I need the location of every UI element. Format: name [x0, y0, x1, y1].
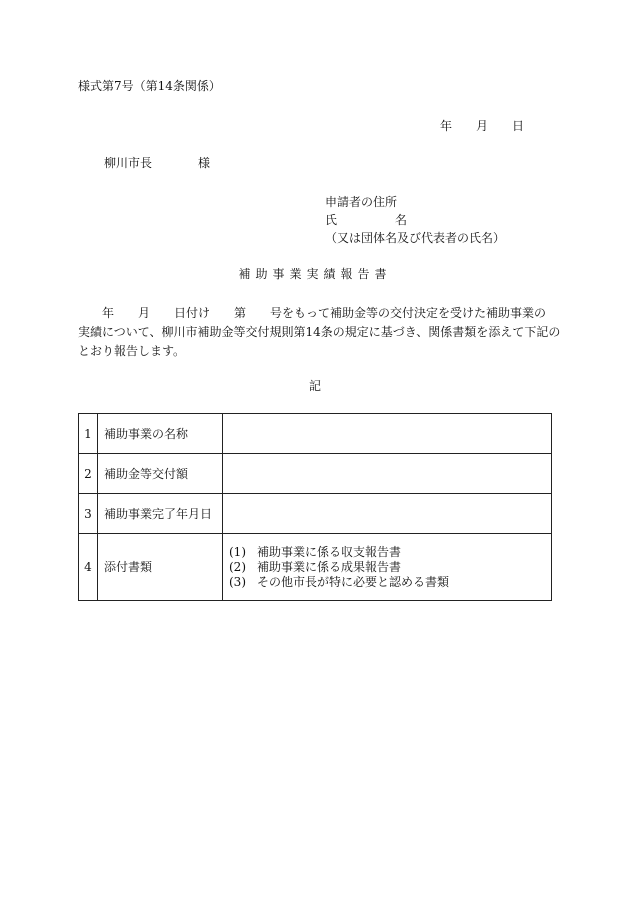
list-item [229, 575, 545, 590]
form-number: 様式第7号（第14条関係） [78, 79, 221, 93]
document-title: 補助事業実績報告書 [238, 267, 392, 281]
table-row [79, 454, 552, 494]
list-item [229, 560, 545, 575]
date-month-label: 月 [476, 119, 489, 133]
row-value-grant-amount[interactable] [223, 454, 552, 494]
row-label: 補助事業の名称 [98, 414, 223, 454]
body-line-2: 実績について、柳川市補助金等交付規則第14条の規定に基づき、関係書類を添えて下記の [78, 325, 561, 339]
row-label: 添付書類 [98, 534, 223, 601]
table-row [79, 414, 552, 454]
row-label: 補助事業完了年月日 [98, 494, 223, 534]
row-number: 4 [79, 534, 98, 601]
attachment-text: 補助事業に係る収支報告書 [257, 544, 402, 559]
row-label: 補助金等交付額 [98, 454, 223, 494]
attachment-mark: (3) [229, 574, 246, 589]
attachment-mark: (2) [229, 559, 246, 574]
applicant-address-label: 申請者の住所 [325, 195, 398, 209]
report-items-table [78, 413, 552, 601]
applicant-group-note: （又は団体名及び代表者の氏名） [325, 231, 506, 245]
date-line [440, 120, 524, 132]
table-row [79, 494, 552, 534]
body-line-3: とおり報告します。 [78, 344, 186, 358]
row-number: 1 [79, 414, 98, 454]
addressee-honorific: 様 [198, 156, 211, 170]
row-value-project-name[interactable] [223, 414, 552, 454]
attachment-text: 補助事業に係る成果報告書 [257, 559, 402, 574]
applicant-name-label [325, 211, 505, 229]
body-paragraph [78, 304, 561, 361]
applicant-block [325, 193, 505, 247]
addressee [104, 157, 210, 169]
date-day-label: 日 [512, 119, 525, 133]
list-item [229, 545, 545, 560]
attachment-mark: (1) [229, 544, 246, 559]
row-number: 2 [79, 454, 98, 494]
applicant-name-label-1: 氏 [325, 213, 338, 227]
ki-heading: 記 [308, 379, 321, 393]
applicant-name-label-2: 名 [395, 213, 408, 227]
attachment-text: その他市長が特に必要と認める書類 [257, 574, 450, 589]
table-row [79, 534, 552, 601]
date-year-label: 年 [440, 119, 453, 133]
row-number: 3 [79, 494, 98, 534]
body-line-1: 年 月 日付け 第 号をもって補助金等の交付決定を受けた補助事業の [78, 306, 547, 320]
row-value-completion-date[interactable] [223, 494, 552, 534]
attachment-list [223, 534, 552, 601]
addressee-name: 柳川市長 [104, 156, 153, 170]
